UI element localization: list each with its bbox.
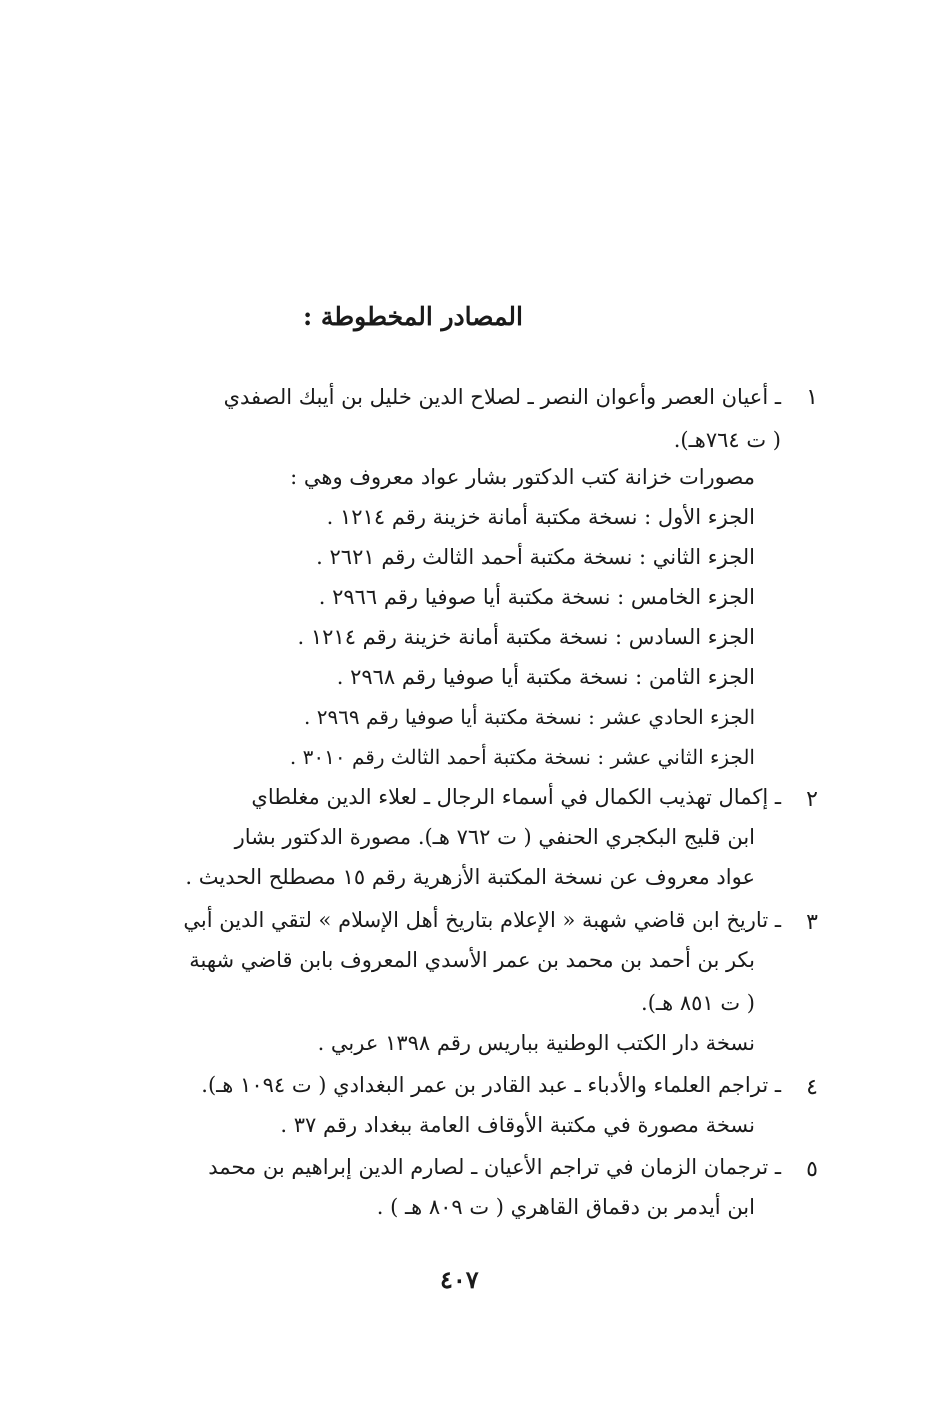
- entry-line: ـ تاريخ ابن قاضي شهبة « الإعلام بتاريخ أهل الإسلام » لتقي الدين أبي: [183, 908, 781, 932]
- entry-line: نسخة مصورة في مكتبة الأوقاف العامة ببغداد رقم ٣٧ .: [280, 1113, 755, 1137]
- entry-line: الجزء السادس : نسخة مكتبة أمانة خزينة رقم ١٢١٤ .: [297, 625, 755, 649]
- entry-line: الجزء الأول : نسخة مكتبة أمانة خزينة رقم ١٢١٤ .: [326, 505, 755, 529]
- entry-line: بكر بن أحمد بن محمد بن عمر الأسدي المعروف بابن قاضي شهبة: [189, 948, 755, 972]
- entry-line: الجزء الحادي عشر : نسخة مكتبة أيا صوفيا رقم ٢٩٦٩ .: [303, 705, 755, 729]
- section-heading: المصادر المخطوطة :: [302, 302, 523, 331]
- entry-number: ١: [806, 385, 818, 410]
- page-number: ٤٠٧: [440, 1265, 479, 1294]
- entry-number: ٣: [806, 910, 818, 935]
- entry-line: ـ ترجمان الزمان في تراجم الأعيان ـ لصارم الدين إبراهيم بن محمد: [208, 1155, 781, 1179]
- entry-line: الجزء الثامن : نسخة مكتبة أيا صوفيا رقم ٢٩٦٨ .: [336, 665, 755, 689]
- entry-line: الجزء الخامس : نسخة مكتبة أيا صوفيا رقم ٢٩٦٦ .: [318, 585, 755, 609]
- entry-number: ٥: [806, 1157, 818, 1182]
- entry-number: ٢: [806, 787, 818, 812]
- entry-line: ـ أعيان العصر وأعوان النصر ـ لصلاح الدين خليل بن أيبك الصفدي: [223, 385, 781, 409]
- entry-line: الجزء الثاني عشر : نسخة مكتبة أحمد الثالث رقم ٣٠١٠ .: [289, 745, 755, 769]
- entry-line: نسخة دار الكتب الوطنية بباريس رقم ١٣٩٨ عربي .: [317, 1031, 755, 1055]
- entry-line: مصورات خزانة كتب الدكتور بشار عواد معروف وهي :: [290, 465, 755, 489]
- entry-line: ( ت ٨٥١ هـ).: [641, 991, 755, 1015]
- entry-line: عواد معروف عن نسخة المكتبة الأزهرية رقم ١٥ مصطلح الحديث .: [185, 865, 755, 889]
- entry-line: ـ إكمال تهذيب الكمال في أسماء الرجال ـ لعلاء الدين مغلطاي: [251, 785, 781, 809]
- entry-line: ابن أيدمر بن دقماق القاهري ( ت ٨٠٩ هـ ) .: [376, 1195, 755, 1219]
- entry-line: ( ت ٧٦٤هـ).: [673, 428, 781, 452]
- entry-line: ـ تراجم العلماء والأدباء ـ عبد القادر بن عمر البغدادي ( ت ١٠٩٤ هـ).: [201, 1073, 781, 1097]
- entry-line: الجزء الثاني : نسخة مكتبة أحمد الثالث رقم ٢٦٢١ .: [316, 545, 755, 569]
- entry-number: ٤: [806, 1075, 818, 1100]
- entry-line: ابن قليج البكجري الحنفي ( ت ٧٦٢ هـ). مصورة الدكتور بشار: [234, 825, 755, 849]
